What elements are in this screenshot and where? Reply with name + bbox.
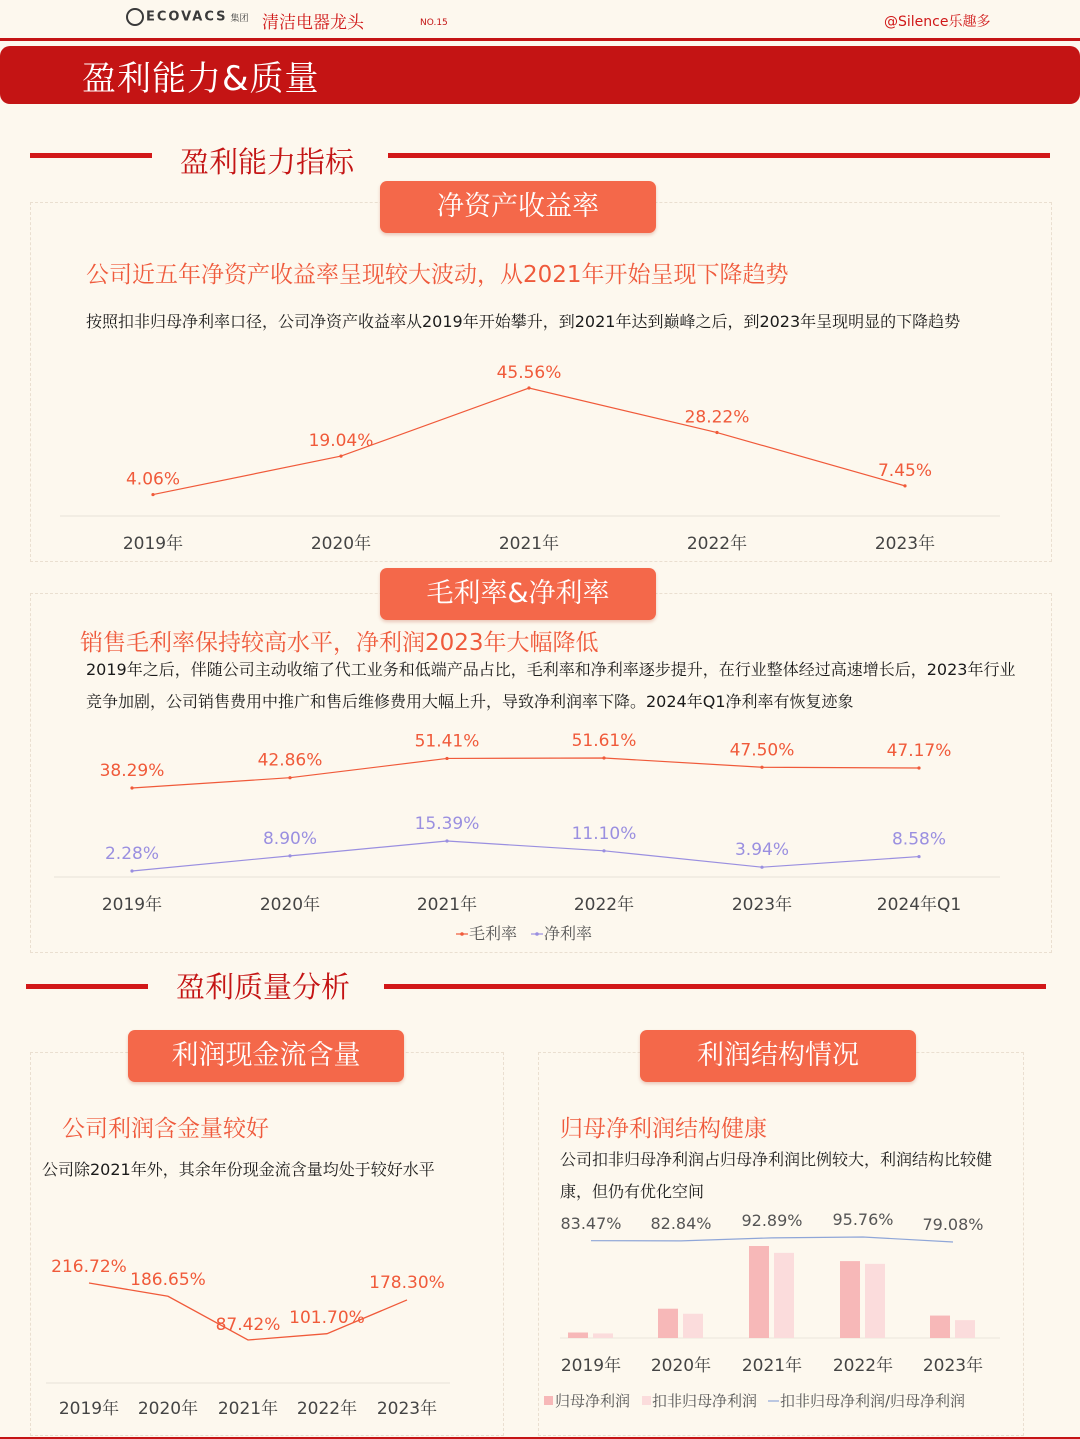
structure-tick-label: 2020年 bbox=[650, 1356, 712, 1376]
cash-description: 公司除2021年外，其余年份现金流含量均处于较好水平 bbox=[42, 1160, 435, 1179]
margin-headline: 销售毛利率保持较高水平，净利润2023年大幅降低 bbox=[80, 630, 599, 656]
net-margin-data-label: 3.94% bbox=[734, 840, 790, 861]
net-margin-data-label: 8.58% bbox=[891, 829, 947, 850]
gross-margin-data-label: 51.61% bbox=[571, 731, 637, 751]
net-margin-data-label: 8.90% bbox=[262, 828, 318, 849]
section-title-profitability: 盈利能力指标 bbox=[180, 145, 355, 179]
roe-point bbox=[527, 386, 530, 389]
cash-data-label: 87.42% bbox=[215, 1315, 281, 1335]
cash-tick-label: 2021年 bbox=[217, 1399, 279, 1419]
net-margin-data-label: 15.39% bbox=[414, 814, 480, 834]
cash-data-label: 216.72% bbox=[51, 1257, 127, 1277]
logo-text: ECOVACS bbox=[146, 9, 228, 25]
margin-tick-label: 2023年 bbox=[731, 895, 793, 915]
structure-ratio-label: 82.84% bbox=[650, 1214, 712, 1233]
margin-description: 2019年之后，伴随公司主动收缩了代工业务和低端产品占比，毛利率和净利率逐步提升，在行业整体经过高速增长后，2023年行业竞争加剧，公司销售费用中推广和售后维修费用大幅上升，导致净利润率下降。2024年Q1净利率有恢复迹象 bbox=[86, 660, 1016, 711]
roe-data-label: 7.45% bbox=[877, 460, 933, 481]
margin-tick-label: 2021年 bbox=[416, 895, 478, 915]
legend-gross-label: 毛利率 bbox=[469, 924, 518, 943]
margin-tick-label: 2024年Q1 bbox=[876, 895, 962, 915]
margin-tick-label: 2022年 bbox=[573, 895, 635, 915]
roe-tick-label: 2023年 bbox=[874, 534, 936, 554]
roe-point bbox=[903, 484, 906, 487]
roe-tick-label: 2022年 bbox=[686, 534, 748, 554]
roe-point bbox=[151, 493, 154, 496]
legend-net-label: 净利率 bbox=[544, 924, 593, 943]
banner-title: 盈利能力&质量 bbox=[82, 59, 320, 99]
roe-description: 按照扣非归母净利率口径，公司净资产收益率从2019年开始攀升，到2021年达到巅峰之后，到2023年呈现明显的下降趋势 bbox=[86, 312, 961, 331]
structure-pill: 利润结构情况 bbox=[640, 1030, 916, 1082]
roe-pill: 净资产收益率 bbox=[380, 181, 656, 233]
cash-headline: 公司利润含金量较好 bbox=[62, 1116, 269, 1142]
header-number: NO.15 bbox=[420, 18, 448, 28]
roe-data-label: 28.22% bbox=[684, 407, 750, 428]
cash-data-label: 186.65% bbox=[130, 1270, 206, 1290]
gross-margin-data-label: 47.17% bbox=[886, 741, 952, 761]
legend-deducted-profit-label: 扣非归母净利润 bbox=[652, 1392, 758, 1410]
legend-net-profit-label: 归母净利润 bbox=[555, 1392, 631, 1410]
margin-tick-label: 2020年 bbox=[259, 895, 321, 915]
legend-ratio-label: 扣非归母净利润/归母净利润 bbox=[780, 1392, 966, 1410]
section-title-quality: 盈利质量分析 bbox=[176, 970, 351, 1004]
structure-ratio-label: 83.47% bbox=[560, 1214, 622, 1233]
structure-tick-label: 2023年 bbox=[922, 1356, 984, 1376]
header-title: 清洁电器龙头 bbox=[262, 13, 364, 33]
structure-headline: 归母净利润结构健康 bbox=[560, 1116, 767, 1142]
structure-tick-label: 2021年 bbox=[741, 1356, 803, 1376]
header-author: @Silence乐趣多 bbox=[884, 14, 991, 30]
section2-rule-right bbox=[384, 984, 1046, 989]
structure-ratio-label: 79.08% bbox=[922, 1215, 984, 1234]
net-margin-data-label: 11.10% bbox=[571, 823, 637, 844]
roe-data-label: 19.04% bbox=[308, 431, 374, 452]
section2-rule-left bbox=[26, 984, 148, 989]
roe-tick-label: 2020年 bbox=[310, 534, 372, 554]
logo-group: 集团 bbox=[230, 13, 249, 24]
cash-tick-label: 2023年 bbox=[376, 1399, 438, 1419]
structure-ratio-label: 92.89% bbox=[741, 1211, 803, 1230]
gross-margin-data-label: 47.50% bbox=[729, 740, 795, 761]
structure-tick-label: 2019年 bbox=[560, 1356, 622, 1376]
gross-margin-data-label: 42.86% bbox=[257, 750, 323, 771]
roe-tick-label: 2019年 bbox=[122, 534, 184, 554]
roe-tick-label: 2021年 bbox=[498, 534, 560, 554]
margin-pill: 毛利率&净利率 bbox=[380, 568, 656, 620]
net-margin-data-label: 2.28% bbox=[104, 844, 160, 864]
structure-tick-label: 2022年 bbox=[832, 1356, 894, 1376]
roe-data-label: 4.06% bbox=[125, 469, 181, 490]
cash-pill: 利润现金流含量 bbox=[128, 1030, 404, 1082]
roe-point bbox=[715, 431, 718, 434]
cash-tick-label: 2022年 bbox=[296, 1399, 358, 1419]
roe-headline: 公司近五年净资产收益率呈现较大波动，从2021年开始呈现下降趋势 bbox=[86, 262, 789, 288]
margin-tick-label: 2019年 bbox=[101, 895, 163, 915]
gross-margin-data-label: 51.41% bbox=[414, 731, 480, 752]
roe-point bbox=[339, 455, 342, 458]
cash-data-label: 101.70% bbox=[289, 1308, 365, 1328]
gross-margin-data-label: 38.29% bbox=[99, 761, 165, 781]
roe-data-label: 45.56% bbox=[496, 363, 562, 383]
cash-tick-label: 2020年 bbox=[137, 1399, 199, 1419]
cash-data-label: 178.30% bbox=[369, 1273, 445, 1293]
roe-line bbox=[153, 388, 905, 495]
roe-chart bbox=[60, 363, 1000, 554]
structure-description: 公司扣非归母净利润占归母净利润比例较大，利润结构比较健康，但仍有优化空间 bbox=[560, 1150, 993, 1201]
structure-ratio-label: 95.76% bbox=[832, 1210, 894, 1229]
cash-tick-label: 2019年 bbox=[58, 1399, 120, 1419]
